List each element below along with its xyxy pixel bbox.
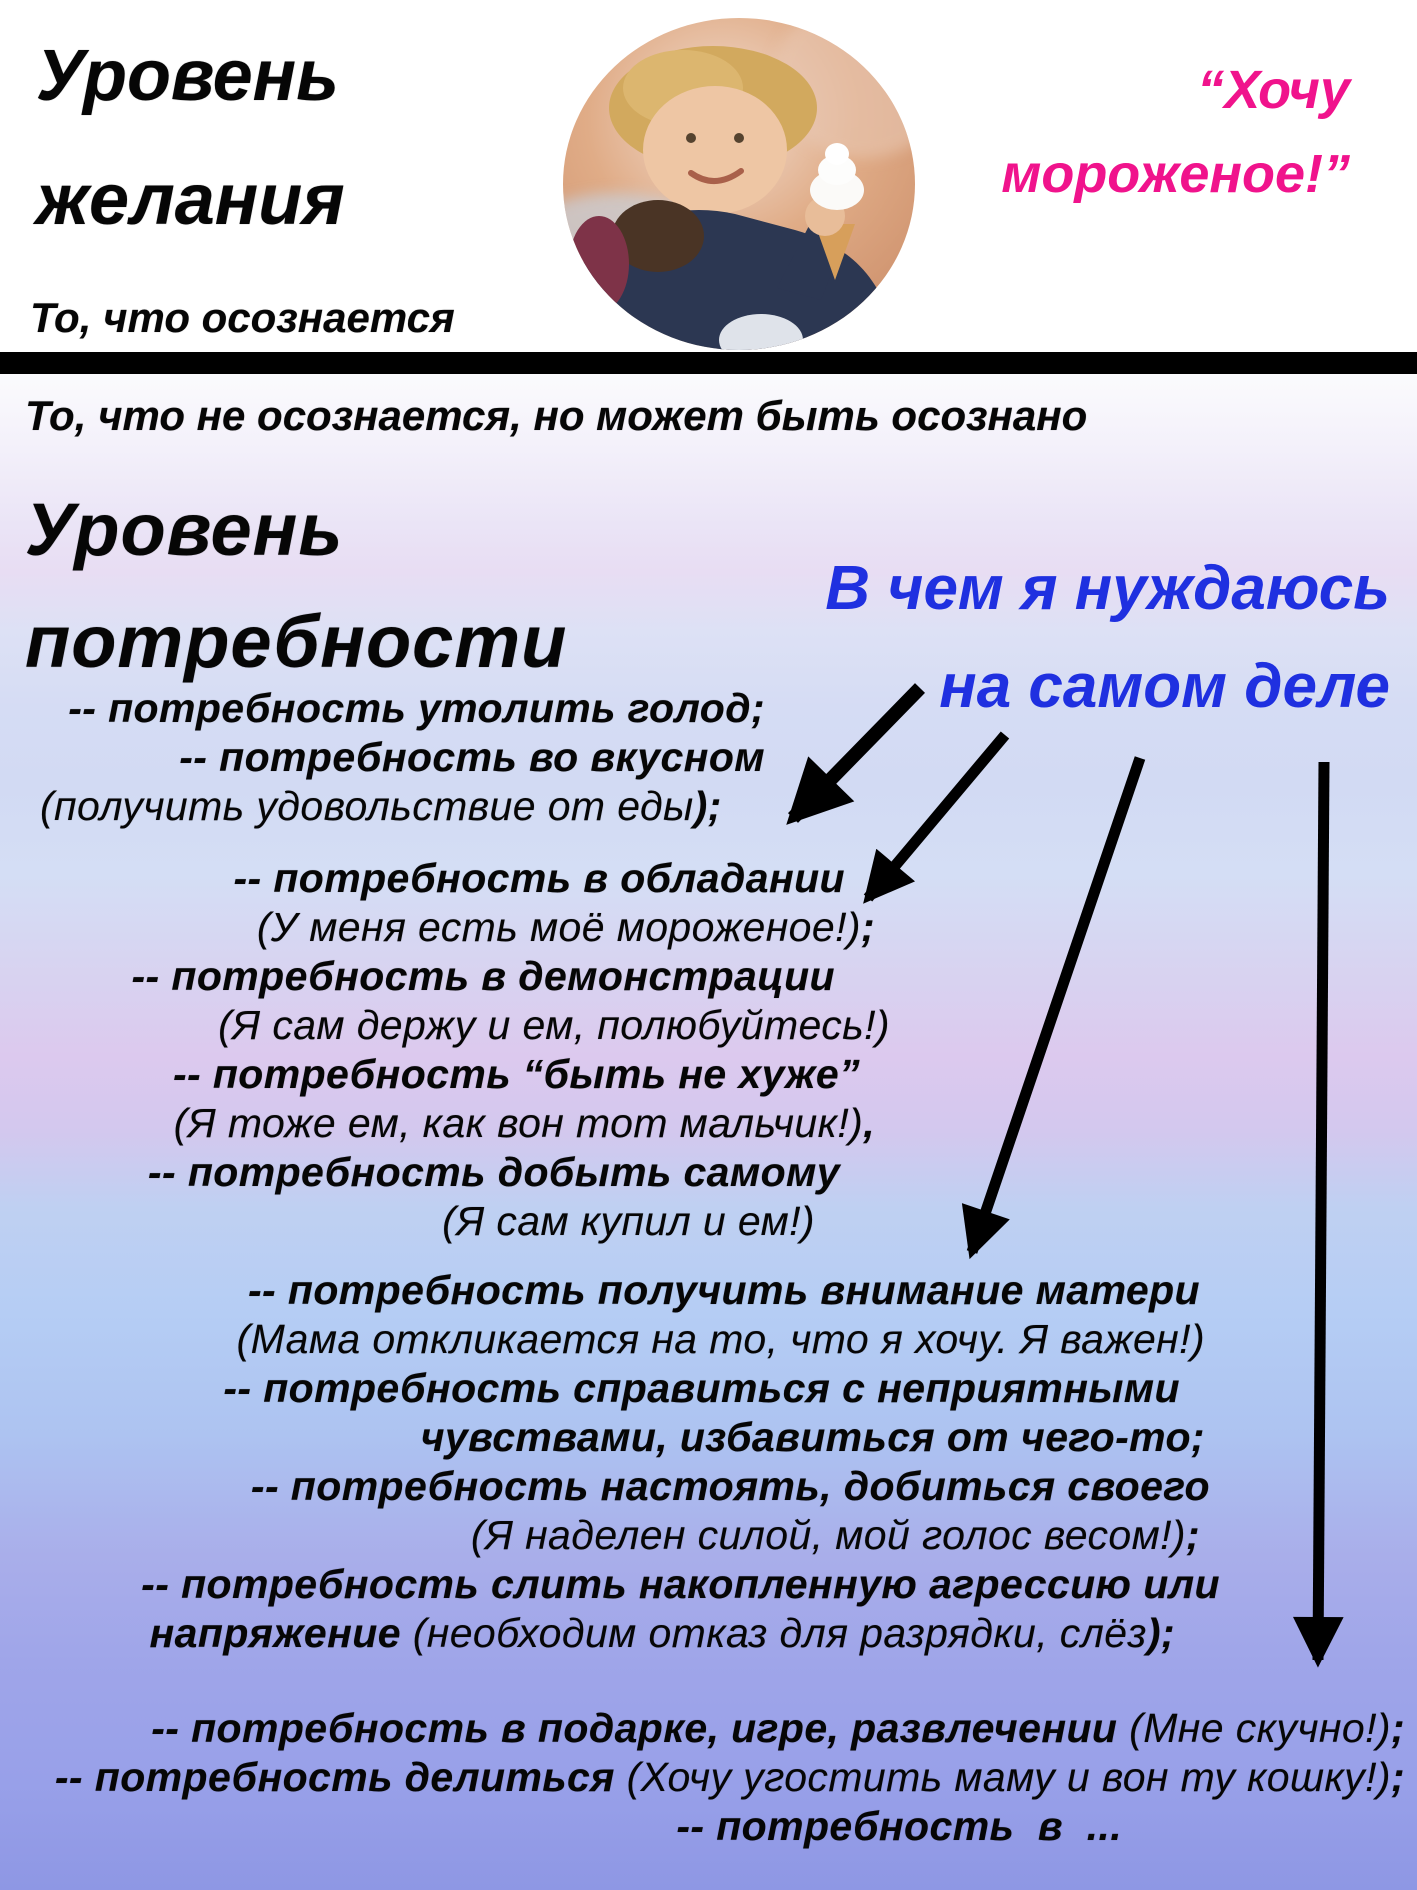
need-line: чувствами, избавиться от чего-то; (420, 1414, 1205, 1460)
need-line: -- потребность в ... (676, 1803, 1122, 1849)
need-line: напряжение (необходим отказ для разрядки, слёз); (149, 1610, 1175, 1656)
desire-level-section (0, 0, 1417, 352)
child-ice-cream-illustration (563, 18, 915, 350)
need-line: -- потребность настоять, добиться своего (250, 1463, 1210, 1509)
child-ice-cream-photo (563, 18, 915, 350)
need-line: -- потребность во вкусном (179, 734, 765, 780)
need-line: -- потребность делиться (Хочу угостить маму и вон ту кошку!); (54, 1754, 1405, 1800)
real-need-question (825, 540, 1390, 736)
need-line: (Мама откликается на то, что я хочу. Я важен!) (236, 1316, 1205, 1362)
need-line: (Я сам купил и ем!) (442, 1198, 815, 1244)
need-line: -- потребность утолить голод; (68, 685, 765, 731)
need-line: (Я наделен силой, мой голос весом!); (470, 1512, 1200, 1558)
need-line: -- потребность слить накопленную агрессию или (141, 1561, 1220, 1607)
need-line: (Я тоже ем, как вон тот мальчик!), (173, 1100, 875, 1146)
need-line: -- потребность добыть самому (147, 1149, 840, 1195)
needs-group-possession (60, 854, 890, 1246)
need-title-line-2: потребности (25, 600, 568, 683)
need-level-title (25, 474, 567, 698)
need-line: (Я сам держу и ем, полюбуйтесь!) (218, 1002, 890, 1048)
question-line-2: на самом деле (939, 652, 1390, 721)
need-line: -- потребность в обладании (233, 855, 845, 901)
needs-group-food (40, 684, 765, 831)
need-line: (У меня есть моё мороженое!); (256, 904, 875, 950)
needs-group-attention (60, 1266, 1220, 1658)
need-line: (получить удовольствие от еды); (40, 783, 722, 829)
desire-title-line-2: желания (36, 160, 345, 240)
need-line: -- потребность в демонстрации (131, 953, 835, 999)
unconscious-label: То, что не осознается, но может быть осознано (25, 392, 1088, 439)
needs-group-gift (40, 1704, 1405, 1851)
need-line: -- потребность получить внимание матери (247, 1267, 1200, 1313)
conscious-label: То, что осознается (30, 294, 455, 341)
question-line-1: В чем я нуждаюсь (825, 554, 1390, 623)
consciousness-divider-bar (0, 352, 1417, 374)
desire-level-title (36, 14, 345, 262)
child-quote (1001, 48, 1350, 216)
desire-title-line-1: Уровень (36, 36, 339, 116)
need-title-line-1: Уровень (25, 488, 344, 571)
need-line: -- потребность в подарке, игре, развлечении (Мне скучно!); (151, 1705, 1405, 1751)
need-line: -- потребность справиться с неприятными (223, 1365, 1180, 1411)
quote-line-2: мороженое!” (1001, 144, 1350, 204)
need-line: -- потребность “быть не хуже” (172, 1051, 860, 1097)
quote-line-1: “Хочу (1197, 60, 1350, 120)
